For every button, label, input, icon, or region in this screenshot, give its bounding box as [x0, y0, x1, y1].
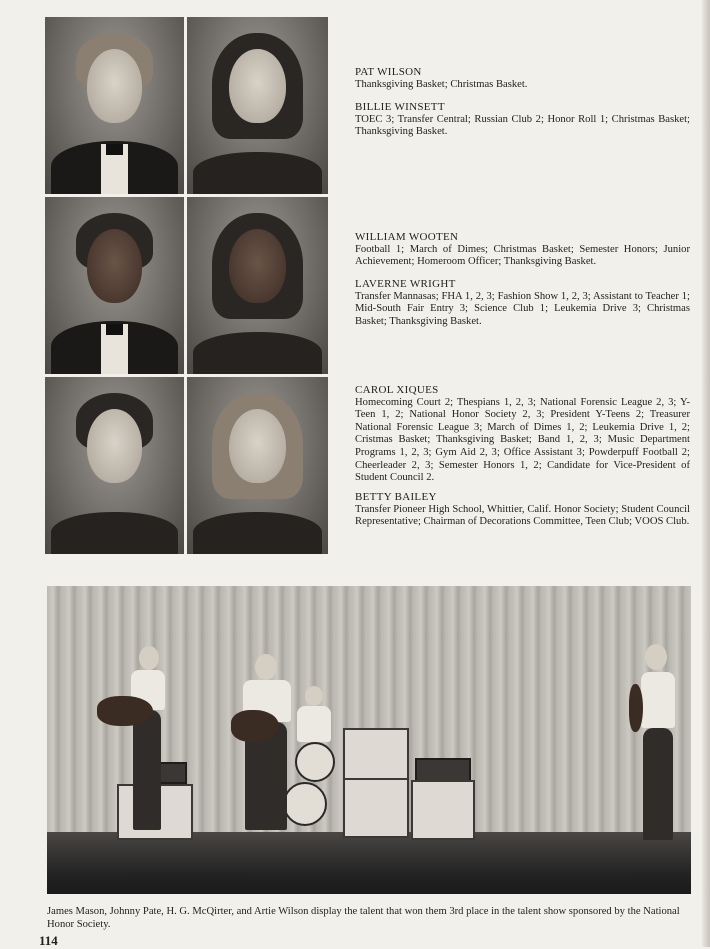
band-stage-photo — [47, 586, 691, 894]
student-entry — [355, 491, 690, 529]
portrait-william-wooten — [45, 197, 184, 374]
student-activities: Football 1; March of Dimes; Christmas Basket; Semester Honors; Junior Achievement; Homeroom Officer; Thanksgiving Basket. — [355, 243, 690, 268]
student-activities: TOEC 3; Transfer Central; Russian Club 2; Honor Roll 1; Christmas Basket; Thanksgiving Basket. — [355, 113, 690, 138]
student-name: LAVERNE WRIGHT — [355, 278, 456, 290]
student-activities: Homecoming Court 2; Thespians 1, 2, 3; National Forensic League 2, 3; Y-Teen 1, 2; National Honor Society 2, 3; President Y-Teens 2; Treasurer National Forensic League 3; March of Dimes 1, 2; Leukemia Drive 1, 2; Cristmas Basket; Thanksgiving Basket; Band 1, 2, 3; Music Department Programs 1, 2, 3; Gym Aid 2, 3; Office Assistant 3; Powderpuff Football 2; Cheerleader 2, 3; Semester Honors 1, 2; Candidate for Vice-President of Student Council 2. — [355, 396, 690, 484]
portrait-laverne-wright — [187, 197, 328, 374]
portrait-carol-xiques — [45, 377, 184, 554]
portrait-betty-bailey — [187, 377, 328, 554]
portrait-billie-winsett — [187, 17, 328, 194]
student-activities: Thanksgiving Basket; Christmas Basket. — [355, 78, 528, 90]
student-activities: Transfer Pioneer High School, Whittier, Calif. Honor Society; Student Council Representative; Chairman of Decorations Committee, Teen Club; VOOS Club. — [355, 503, 690, 528]
student-name: CAROL XIQUES — [355, 384, 439, 396]
student-entry — [355, 66, 690, 91]
portrait-pat-wilson — [45, 17, 184, 194]
student-entry — [355, 231, 690, 269]
student-entry — [355, 278, 690, 328]
page-number: 114 — [39, 933, 58, 948]
student-name: BILLIE WINSETT — [355, 101, 445, 113]
student-name: PAT WILSON — [355, 66, 422, 78]
student-activities: Transfer Mannasas; FHA 1, 2, 3; Fashion Show 1, 2, 3; Assistant to Teacher 1; Mid-South Fair Entry 3; Science Club 1; Leukemia Drive 3; Christmas Basket; Thanksgiving Basket. — [355, 290, 690, 327]
student-name: WILLIAM WOOTEN — [355, 231, 459, 243]
student-name: BETTY BAILEY — [355, 491, 437, 503]
student-entry — [355, 384, 690, 485]
student-entry — [355, 101, 690, 139]
page-edge — [702, 0, 710, 947]
photo-caption: James Mason, Johnny Pate, H. G. McQirter, and Artie Wilson display the talent that won them 3rd place in the talent show sponsored by the National Honor Society. — [47, 906, 680, 930]
